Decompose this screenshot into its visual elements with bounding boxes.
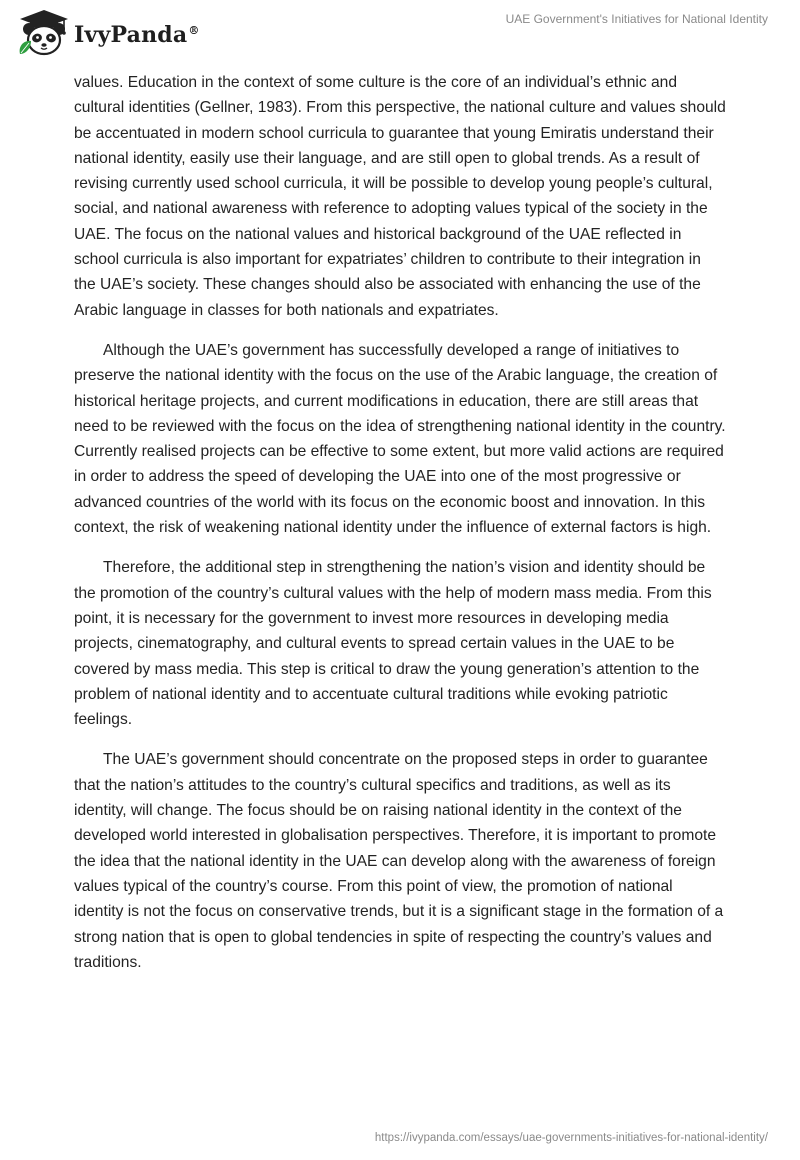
page-header xyxy=(0,0,800,70)
paragraph: Therefore, the additional step in strengthening the nation’s vision and identity should be the promotion of the country’s cultural values with the help of modern mass media. From this point, it is necessary for the government to invest more resources in developing media projects, cinematography, and cultural events to spread certain values in the UAE to be covered by mass media. This step is critical to draw the young generation’s attention to the problem of national identity and to accentuate cultural traditions while evoking patriotic feelings. xyxy=(74,559,712,729)
brand-name xyxy=(74,24,200,46)
paragraph: Although the UAE’s government has successfully developed a range of initiatives to preserve the national identity with the focus on the use of the Arabic language, the creation of historical heritage projects, and current modifications in education, there are still areas that need to be reviewed with the focus on the idea of strengthening national identity in the country. Currently realised projects can be effective to some extent, but more valid actions are required in order to address the speed of developing the UAE into one of the most progressive or advanced countries of the world with its focus on the economic boost and innovation. In this context, the risk of weakening national identity under the influence of external factors is high. xyxy=(74,341,726,537)
registered-mark: ® xyxy=(188,23,200,37)
source-url-link[interactable]: https://ivypanda.com/essays/uae-governments-initiatives-for-national-identity/ xyxy=(374,1132,768,1144)
brand-text: IvyPanda xyxy=(74,22,188,48)
panda-graduation-cap-icon xyxy=(14,8,70,58)
ivypanda-logo[interactable] xyxy=(14,8,200,58)
paragraph: values. Education in the context of some culture is the core of an individual’s ethnic and cultural identities (Gellner, 1983). From this perspective, the national culture and values should be accentuated in modern school curricula to guarantee that young Emiratis understand their national identity, easily use their language, and are still open to global trends. As a result of revising currently used school curricula, it will be possible to develop young people’s cultural, social, and national awareness with reference to adopting values typical of the society in the UAE. The focus on the national values and historical background of the UAE reflected in school curricula is also important for expatriates’ children to contribute to their integration in the UAE’s society. These changes should also be associated with enhancing the use of the Arabic language in classes for both nationals and expatriates. xyxy=(74,74,726,319)
essay-body xyxy=(74,70,726,990)
paragraph: The UAE’s government should concentrate on the proposed steps in order to guarantee that the nation’s attitudes to the country’s cultural specifics and traditions, as well as its identity, will change. The focus should be on raising national identity in the context of the developed world interested in globalisation perspectives. Therefore, it is important to promote the idea that the national identity in the UAE can develop along with the awareness of foreign values typical of the country’s course. From this point of view, the promotion of national identity is not the focus on conservative trends, but it is a significant stage in the formation of a strong nation that is open to global tendencies in spite of respecting the country’s values and traditions. xyxy=(74,751,724,971)
document-title: UAE Government's Initiatives for National Identity xyxy=(505,12,768,26)
